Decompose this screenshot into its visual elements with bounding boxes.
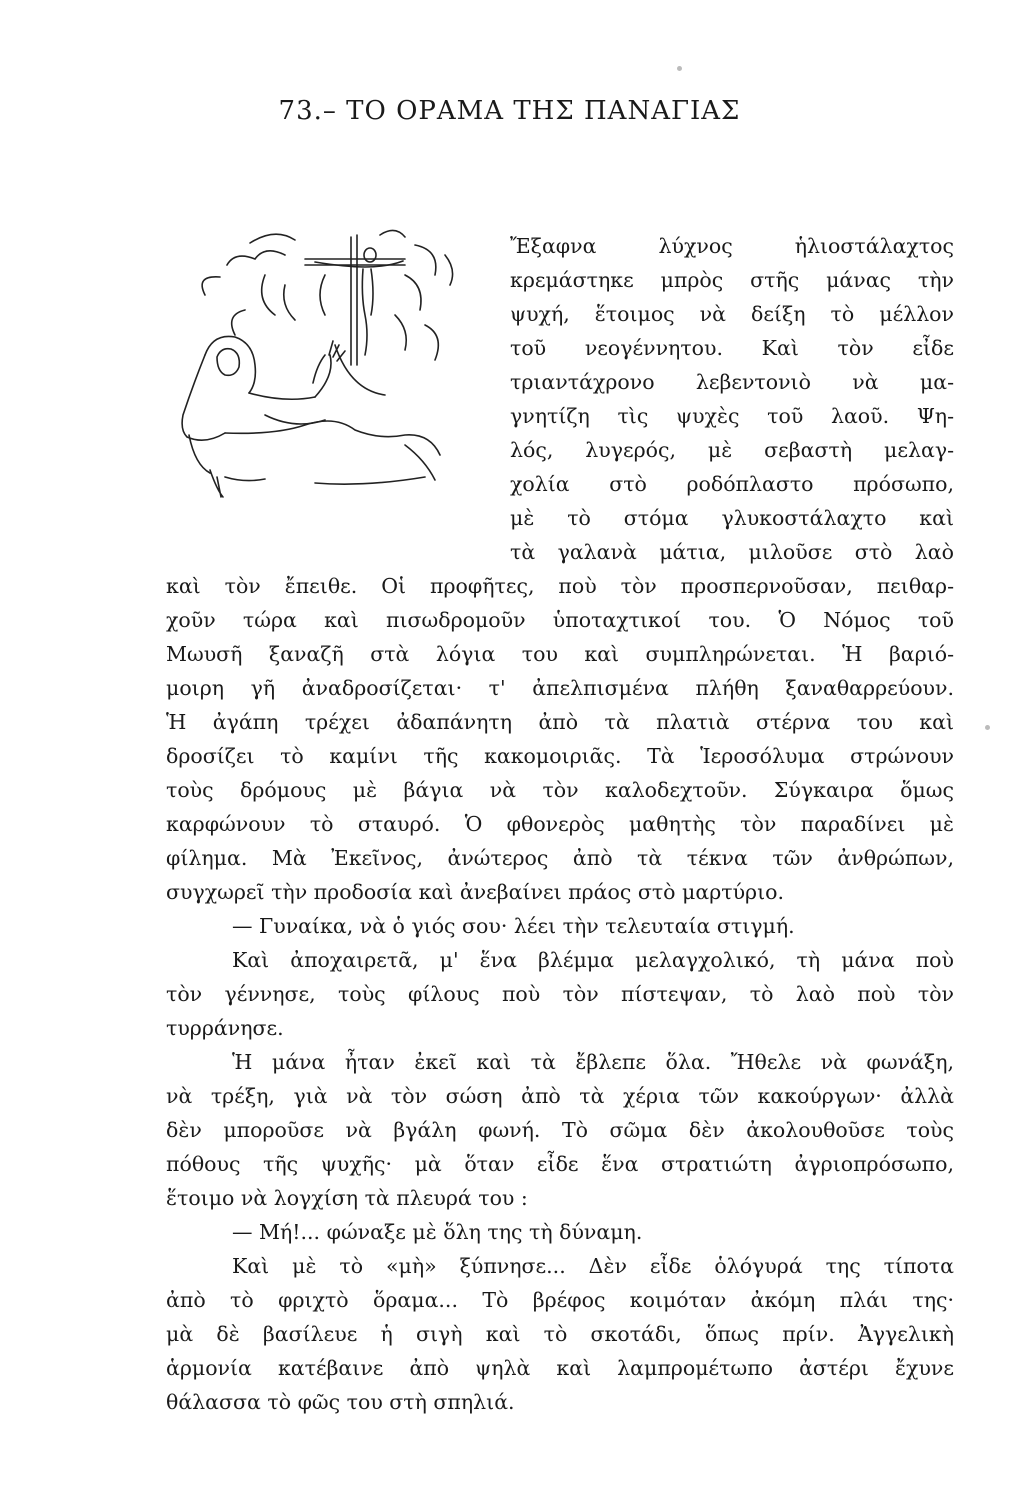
text-line: νὰ τρέξη, γιὰ νὰ τὸν σώση ἀπὸ τὰ χέρια τῶν κακούργων· ἀλλὰ: [166, 1084, 954, 1108]
text-line: Καὶ ἀποχαιρετᾶ, μ' ἕνα βλέμμα μελαγχολικό, τὴ μάνα ποὺ: [232, 948, 954, 972]
text-line: κρεμάστηκε μπρὸς στῆς μάνας τὴν: [510, 268, 954, 292]
paper-speck: [985, 725, 990, 730]
text-line: μὲ τὸ στόμα γλυκοστάλαχτο καὶ: [510, 506, 954, 530]
text-line: γνητίζη τὶς ψυχὲς τοῦ λαοῦ. Ψη-: [510, 404, 954, 428]
text-line: Μωυσῆ ξαναζῆ στὰ λόγια του καὶ συμπληρώνεται. Ἡ βαριό-: [166, 642, 954, 666]
text-line: ψυχή, ἕτοιμος νὰ δείξη τὸ μέλλον: [510, 302, 954, 326]
text-line: δὲν μποροῦσε νὰ βγάλη φωνή. Τὸ σῶμα δὲν ἀκολουθοῦσε τοὺς: [166, 1118, 954, 1142]
text-line: τοὺς δρόμους μὲ βάγια νὰ τὸν καλοδεχτοῦν. Σύγκαιρα ὅμως: [166, 778, 954, 802]
text-line: καρφώνουν τὸ σταυρό. Ὁ φθονερὸς μαθητὴς τὸν παραδίνει μὲ: [166, 812, 954, 836]
text-line: συγχωρεῖ τὴν προδοσία καὶ ἀνεβαίνει πράος στὸ μαρτύριο.: [166, 880, 784, 904]
paper-speck: [677, 66, 682, 71]
text-line: τὰ γαλανὰ μάτια, μιλοῦσε στὸ λαὸ: [510, 540, 954, 564]
text-line: χολία στὸ ροδόπλαστο πρόσωπο,: [510, 472, 954, 496]
text-line: τυρράνησε.: [166, 1016, 284, 1040]
madonna-crucifix-drawing-icon: [165, 215, 465, 515]
text-line: χοῦν τώρα καὶ πισωδρομοῦν ὑποταχτικοί του. Ὁ Νόμος τοῦ: [166, 608, 954, 632]
text-line: λός, λυγερός, μὲ σεβαστὴ μελαγ-: [510, 438, 954, 462]
text-line: μὰ δὲ βασίλευε ἡ σιγὴ καὶ τὸ σκοτάδι, ὅπως πρίν. Ἀγγελικὴ: [166, 1322, 954, 1346]
text-line: φίλημα. Μὰ Ἐκεῖνος, ἀνώτερος ἀπὸ τὰ τέκνα τῶν ἀνθρώπων,: [166, 846, 954, 870]
text-line: Ἡ ἀγάπη τρέχει ἀδαπάνητη ἀπὸ τὰ πλατιὰ στέρνα του καὶ: [166, 710, 954, 734]
text-line: Ἡ μάνα ἦταν ἐκεῖ καὶ τὰ ἔβλεπε ὅλα. Ἤθελε νὰ φωνάξη,: [232, 1050, 954, 1074]
text-line: ἀπὸ τὸ φριχτὸ ὅραμα... Τὸ βρέφος κοιμόταν ἀκόμη πλάι της·: [166, 1288, 954, 1312]
text-line: Καὶ μὲ τὸ «μὴ» ξύπνησε... Δὲν εἶδε ὁλόγυρά της τίποτα: [232, 1254, 954, 1278]
text-line: καὶ τὸν ἔπειθε. Οἱ προφῆτες, ποὺ τὸν προσπερνοῦσαν, πειθαρ-: [166, 574, 954, 598]
text-line: ἕτοιμο νὰ λογχίση τὰ πλευρά του :: [166, 1186, 528, 1210]
text-line: Ἔξαφνα λύχνος ἡλιοστάλαχτος: [510, 234, 954, 258]
text-line: τοῦ νεογέννητου. Καὶ τὸν εἶδε: [510, 336, 954, 360]
text-line: δροσίζει τὸ καμίνι τῆς κακομοιριᾶς. Τὰ Ἱεροσόλυμα στρώνουν: [166, 744, 954, 768]
page-title: 73.– ΤΟ ΟΡΑΜΑ ΤΗΣ ΠΑΝΑΓΙΑΣ: [278, 96, 741, 126]
text-line: τὸν γέννησε, τοὺς φίλους ποὺ τὸν πίστεψαν, τὸ λαὸ ποὺ τὸν: [166, 982, 954, 1006]
text-line: θάλασσα τὸ φῶς του στὴ σπηλιά.: [166, 1390, 515, 1414]
text-line: τριαντάχρονο λεβεντονιὸ νὰ μα-: [510, 370, 954, 394]
dialogue-line: — Μή!... φώναξε μὲ ὅλη της τὴ δύναμη.: [232, 1220, 643, 1244]
text-line: ἁρμονία κατέβαινε ἀπὸ ψηλὰ καὶ λαμπρομέτωπο ἀστέρι ἔχυνε: [166, 1356, 954, 1380]
text-line: πόθους τῆς ψυχῆς· μὰ ὅταν εἶδε ἕνα στρατιώτη ἀγριοπρόσωπο,: [166, 1152, 954, 1176]
text-line: μοιρη γῆ ἀναδροσίζεται· τ' ἀπελπισμένα πλήθη ξαναθαρρεύουν.: [166, 676, 954, 700]
dialogue-line: — Γυναίκα, νὰ ὁ γιός σου· λέει τὴν τελευταία στιγμή.: [232, 914, 795, 938]
